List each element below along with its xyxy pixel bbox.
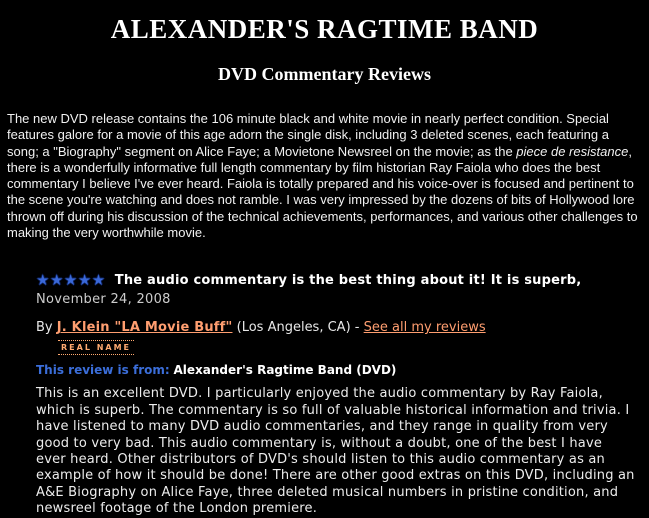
review-from-line bbox=[36, 363, 637, 377]
review-from-label: This review is from: bbox=[36, 363, 170, 378]
review-byline bbox=[36, 320, 637, 335]
review-headline bbox=[36, 270, 637, 289]
by-label: By bbox=[36, 320, 53, 336]
real-name-badge: REAL NAME bbox=[58, 340, 134, 355]
reviewer-location: (Los Angeles, CA) bbox=[236, 320, 351, 336]
page bbox=[0, 14, 649, 518]
star-rating-icon: ★★★★★ bbox=[36, 271, 106, 290]
intro-text-after: , there is a wonderfully informative full length commentary by film historian Ray Faiola who does the best commentary I believe I've ever heard. Faiola is totally prepared and his voice-over is focused and pertinent to the scene you're watching and does not ramble. I was very impressed by the dozens of bits of Hollywood lore thrown off during his discussion of the technical achievements, performances, and various other challenges to making the very worthwhile movie. bbox=[7, 143, 638, 241]
review-block bbox=[36, 270, 637, 517]
byline-separator: - bbox=[354, 320, 360, 336]
see-all-reviews-link[interactable]: See all my reviews bbox=[363, 320, 486, 336]
intro-paragraph bbox=[7, 111, 642, 241]
page-title: ALEXANDER'S RAGTIME BAND bbox=[110, 14, 539, 44]
review-title: The audio commentary is the best thing about it! It is superb, bbox=[114, 273, 582, 289]
review-date: November 24, 2008 bbox=[36, 292, 171, 308]
review-body: This is an excellent DVD. I particularly enjoyed the audio commentary by Ray Faiola, which is superb. The commentary is so full of valuable historical information and trivia. I have listened to many DVD audio commentaries, and they range in quality from very good to very bad. This audio commentary is, without a doubt, one of the best I have ever heard. Other distributors of DVD's should listen to this audio commentary as an example of how it should be done! There are other good extras on this DVD, including an A&E Biography on Alice Faye, three deleted musical numbers in pristine condition, and newsreel footage of the London premiere. bbox=[36, 386, 635, 517]
intro-text-before: The new DVD release contains the 106 minute black and white movie in nearly perfect condition. Special features galore for a movie of this age adorn the single disk, including 3 deleted scenes, each featuring a song; a "Biography" segment on Alice Faye; a Movietone Newsreel on the movie; as the bbox=[7, 111, 609, 159]
intro-italic-phrase: piece de resistance bbox=[516, 143, 629, 159]
reviewer-link[interactable]: J. Klein "LA Movie Buff" bbox=[56, 320, 233, 336]
product-name: Alexander's Ragtime Band (DVD) bbox=[173, 363, 397, 378]
page-subtitle: DVD Commentary Reviews bbox=[218, 64, 431, 84]
